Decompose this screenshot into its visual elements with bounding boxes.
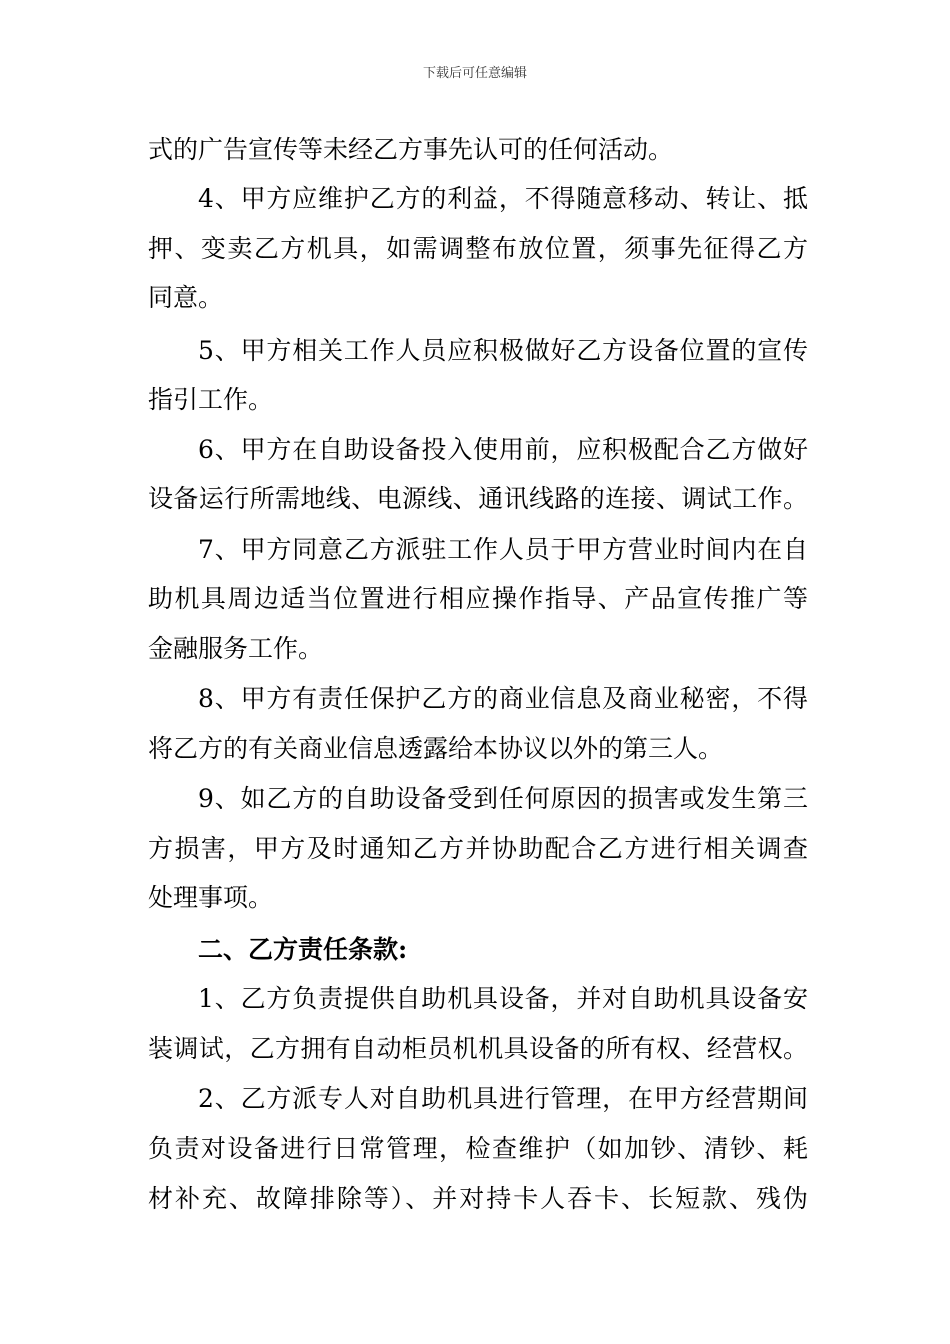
text-line: 材补充、故障排除等）、并对持卡人吞卡、长短款、残伪	[148, 1184, 808, 1213]
text-line: 9、如乙方的自助设备受到任何原因的损害或发生第三	[198, 784, 808, 813]
text-line: 金融服务工作。	[148, 634, 324, 663]
text-line: 设备运行所需地线、电源线、通讯线路的连接、调试工作。	[148, 484, 808, 513]
page-header: 下载后可任意编辑	[422, 66, 527, 81]
text-line: 式的广告宣传等未经乙方事先认可的任何活动。	[148, 135, 674, 164]
text-line: 5、甲方相关工作人员应积极做好乙方设备位置的宣传	[198, 336, 808, 365]
text-line: 处理事项。	[148, 883, 274, 912]
text-line: 将乙方的有关商业信息透露给本协议以外的第三人。	[148, 734, 724, 763]
text-line: 7、甲方同意乙方派驻工作人员于甲方营业时间内在自	[198, 535, 808, 564]
text-line: 6、甲方在自助设备投入使用前，应积极配合乙方做好	[198, 435, 808, 464]
text-line: 1、乙方负责提供自助机具设备，并对自助机具设备安	[198, 984, 808, 1013]
text-line: 4、甲方应维护乙方的利益，不得随意移动、转让、抵	[198, 184, 808, 213]
text-line: 2、乙方派专人对自助机具进行管理，在甲方经营期间	[198, 1084, 808, 1113]
text-line: 同意。	[148, 283, 224, 312]
text-line: 指引工作。	[148, 385, 274, 414]
text-line: 押、变卖乙方机具，如需调整布放位置，须事先征得乙方	[148, 234, 808, 263]
text-line: 装调试，乙方拥有自动柜员机机具设备的所有权、经营权。	[148, 1034, 808, 1063]
section-heading: 二、乙方责任条款:	[198, 935, 408, 964]
text-line: 8、甲方有责任保护乙方的商业信息及商业秘密，不得	[198, 684, 808, 713]
text-line: 负责对设备进行日常管理，检查维护（如加钞、清钞、耗	[148, 1134, 808, 1163]
text-line: 方损害，甲方及时通知乙方并协助配合乙方进行相关调查	[148, 834, 808, 863]
text-line: 助机具周边适当位置进行相应操作指导、产品宣传推广等	[148, 584, 808, 613]
